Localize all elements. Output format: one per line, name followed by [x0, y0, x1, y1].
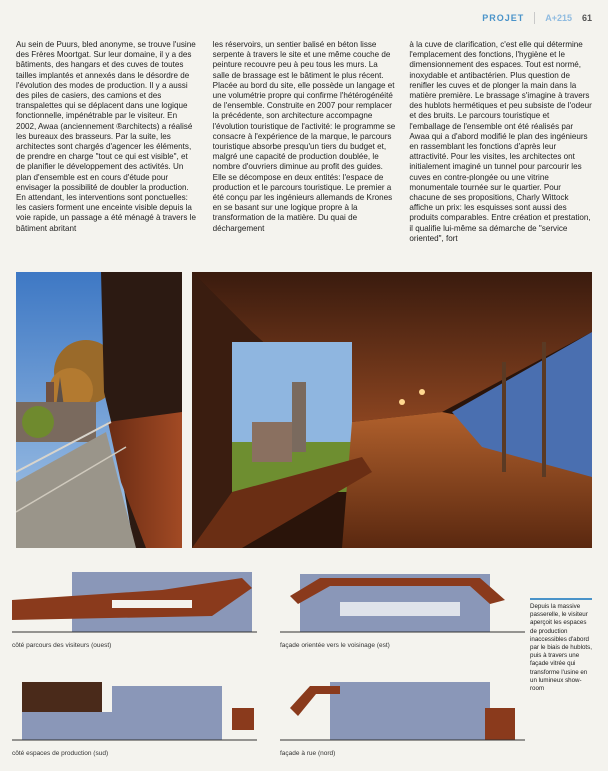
drawing-caption: façade orientée vers le voisinage (est) [280, 642, 390, 649]
sidebar-text: Depuis la massive passerelle, le visiteur aperçoit les espaces de production inaccessibles d'abord par le biais de hublots, puis à travers une façade vitrée qui transforme l'usine en un lumineux show-room [530, 603, 592, 693]
issue-number: A+215 [545, 13, 572, 23]
caption-accent-rule [530, 598, 592, 600]
text-column-2 [213, 40, 396, 280]
paragraph: Au sein de Puurs, bled anonyme, se trouve l'usine des Frères Moortgat. Sur leur domaine, il y a des bâtiments, des hangars et des cuves de toutes tailles implantés et annexés dans le désordre de l'évolution des modes de production. Il y a aussi des piles de casiers, des camions et des transpalettes qui se déplacent dans une logique fonctionnelle, impénétrable par le visiteur. En 2002, Awaa (anciennement ®architects) a réalisé les bureaux des brasseurs. Par la suite, les architectes sont chargés d'agencer les éléments, de prendre en charge "tout ce qui est visible", et de planifier le développement des activités. Un plan d'ensemble est en cours d'étude pour envisager la possibilité de doubler la production. En attendant, les interventions sont ponctuelles: les casiers forment une enceinte visible depuis la voie rapide, un passage a été ménagé à travers le bâtiment abritant [16, 40, 196, 233]
header-divider [534, 12, 535, 24]
elevation-drawings [12, 560, 532, 765]
paragraph: les réservoirs, un sentier balisé en béton lisse serpente à travers le site et une même couche de peinture recouvre peu à peu tous les murs. La salle de brassage est le bâtiment le plus récent. Placée au bord du site, elle possède un langage et une volumétrie propre qui confirme l'hétérogénéité de l'ensemble. Construite en 2007 pour remplacer la précédente, son architecture accompagne l'évolution touristique de l'activité: le programme se consacre à l'expérience de la marque, le parcours touristique absorbe presqu'un tiers du budget et, malgré une capacité de production doublée, le nombre d'ouvriers diminue au profit des guides. Elle se décompose en deux entités: l'espace de production et le parcours touristique. Le premier a été conçu par les ingénieurs allemands de Krones en se basant sur une logique propre à la transformation de la matière. Du quai de déchargement [212, 40, 396, 233]
photo-caption-sidebar [530, 598, 592, 693]
elevation-south-drawing [12, 668, 262, 748]
elevation-south [12, 668, 262, 763]
page-header [482, 10, 592, 26]
visitor-gallery-photo [192, 272, 592, 548]
text-column-1 [16, 40, 199, 280]
drawing-caption: façade à rue (nord) [280, 750, 336, 757]
photo-row [16, 272, 592, 548]
elevation-west [12, 560, 262, 655]
article-body [16, 40, 592, 280]
elevation-west-drawing [12, 560, 262, 640]
drawing-caption: côté espaces de production (sud) [12, 750, 109, 757]
section-label: PROJET [482, 13, 525, 23]
elevation-east-drawing [280, 560, 530, 640]
paragraph: à la cuve de clarification, c'est elle qui détermine l'emplacement des fonctions, l'hygiène et le dimensionnement des espaces. Tout est normé, inoxydable et antibactérien. Plus question de renifler les cuves et de plonger la main dans la matière première. Le brassage s'imagine à travers des hublots hermétiques et peu subsiste de l'odeur et des bruits. Le parcours touristique et l'emballage de l'ensemble ont été réalisés par Awaa qui a d'abord modifié le plan des ingénieurs en rassemblant les fonctions d'après leur attractivité. Pour les visites, les architectes ont initialement imaginé un tunnel pour parcourir les cuves en contre-plongée ou une vitrine monumentale tournée sur le quartier. Pour chacune de ses propositions, Charly Wittock affiche un prix: les esquisses sont aussi des produits comparables. Entre création et prestation, il qualifie lui-même sa démarche de "service oriented", fort [409, 40, 592, 243]
drawing-caption: côté parcours des visiteurs (ouest) [12, 642, 112, 649]
text-column-3 [409, 40, 592, 280]
exterior-walkway-photo [16, 272, 182, 548]
elevation-north-drawing [280, 668, 530, 748]
elevation-east [280, 560, 530, 655]
page-number: 61 [581, 13, 592, 23]
elevation-north [280, 668, 530, 763]
